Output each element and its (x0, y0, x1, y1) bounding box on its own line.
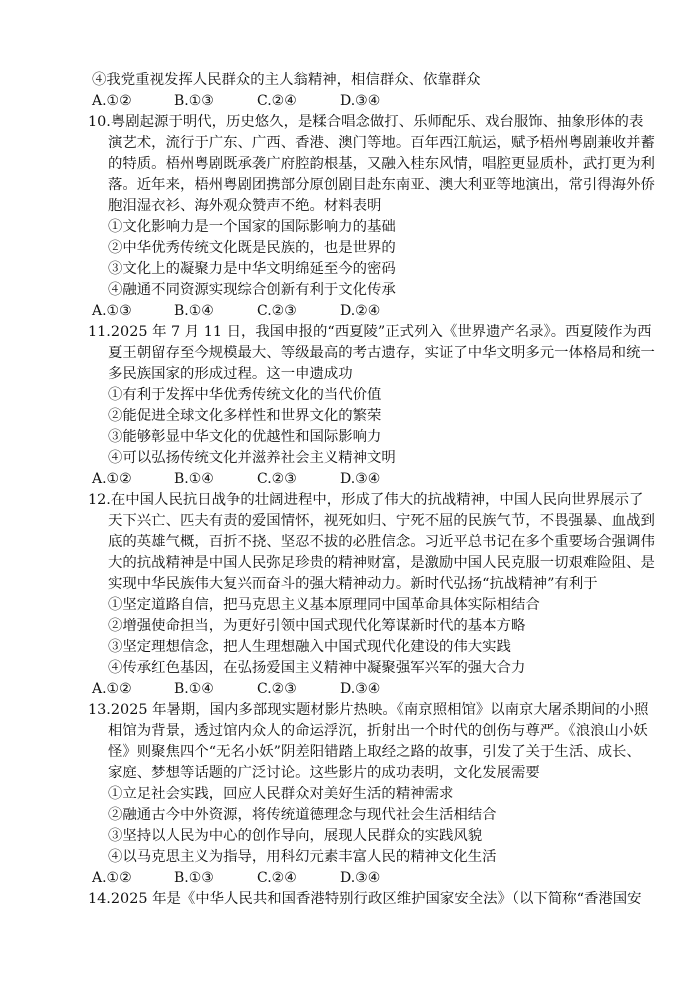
answer-a: A.①② (92, 870, 132, 886)
question-text-line: 10.粤剧起源于明代，历史悠久，是糅合唱念做打、乐师配乐、戏台服饰、抽象形体的表 (88, 114, 644, 130)
option-line: ①坚定道路自信，把马克思主义基本原理同中国革命具体实际相结合 (108, 597, 540, 613)
option-line: ③能够彰显中华文化的优越性和国际影响力 (108, 429, 382, 445)
answer-b: B.①③ (174, 93, 214, 109)
answer-b: B.①④ (174, 471, 214, 487)
answer-d: D.③④ (340, 870, 381, 886)
question-text-line: 多民族国家的形成过程。这一申遗成功 (108, 366, 353, 382)
answer-a: A.①② (92, 471, 132, 487)
answer-b: B.①④ (174, 303, 214, 319)
answer-c: C.②④ (257, 93, 297, 109)
answer-b: B.①④ (174, 681, 214, 697)
option-line: ②中华优秀传统文化既是民族的，也是世界的 (108, 240, 396, 256)
answer-a: A.①② (92, 93, 132, 109)
answer-c: C.②③ (257, 303, 297, 319)
answer-choices (0, 301, 695, 322)
answer-d: D.③④ (340, 93, 381, 109)
question-text-line: 13.2025 年暑期，国内多部现实题材影片热映。《南京照相馆》以南京大屠杀期间的小照 (88, 702, 649, 718)
answer-d: D.②④ (340, 303, 381, 319)
question-text-line: 的特质。梧州粤剧既承袭广府腔韵根基，又融入桂东风情，唱腔更显质朴，武打更为利 (108, 156, 655, 172)
answer-choices (0, 469, 695, 490)
question-text-line: 12.在中国人民抗日战争的壮阔进程中，形成了伟大的抗战精神，中国人民向世界展示了 (88, 492, 644, 508)
question-text-line: 天下兴亡、匹夫有责的爱国情怀，视死如归、宁死不屈的民族气节，不畏强暴、血战到 (108, 513, 655, 529)
option-line: ②融通古今中外资源，将传统道德理念与现代社会生活相结合 (108, 807, 497, 823)
option-line: ②能促进全球文化多样性和世界文化的繁荣 (108, 408, 382, 424)
exam-page (0, 70, 695, 910)
question-text-line: 底的英雄气概，百折不挠、坚忍不拔的必胜信念。习近平总书记在多个重要场合强调伟 (108, 534, 655, 550)
answer-choices (0, 868, 695, 889)
question-11 (0, 322, 695, 490)
question-text-line: 14.2025 年是《中华人民共和国香港特别行政区维护国家安全法》（以下简称“香港国安 (88, 891, 642, 907)
option-line: ②增强使命担当，为更好引领中国式现代化筹谋新时代的基本方略 (108, 618, 526, 634)
question-text-line: 实现中华民族伟大复兴而奋斗的强大精神动力。新时代弘扬“抗战精神”有利于 (108, 576, 598, 592)
question-9-tail (0, 70, 695, 112)
option-line: ④传承红色基因，在弘扬爱国主义精神中凝聚强军兴军的强大合力 (108, 660, 526, 676)
option-line: ③文化上的凝聚力是中华文明绵延至今的密码 (108, 261, 396, 277)
answer-a: A.①② (92, 681, 132, 697)
question-text-line: 11.2025 年 7 月 11 日，我国申报的“西夏陵”正式列入《世界遗产名录》。西夏陵作为西 (88, 324, 652, 340)
question-10 (0, 112, 695, 322)
question-14 (0, 889, 695, 910)
option-line: ③坚持以人民为中心的创作导向，展现人民群众的实践风貌 (108, 828, 483, 844)
answer-c: C.②④ (257, 870, 297, 886)
option-line: ①文化影响力是一个国家的国际影响力的基础 (108, 219, 396, 235)
answer-c: C.②③ (257, 471, 297, 487)
question-text-line: 家庭、梦想等话题的广泛讨论。这些影片的成功表明，文化发展需要 (108, 765, 540, 781)
option-line: ④融通不同资源实现综合创新有利于文化传承 (108, 282, 396, 298)
answer-choices (0, 679, 695, 700)
answer-a: A.①③ (92, 303, 132, 319)
option-line: ③坚定理想信念，把人生理想融入中国式现代化建设的伟大实践 (108, 639, 511, 655)
answer-d: D.③④ (340, 471, 381, 487)
question-text-line: 夏王朝留存至今规模最大、等级最高的考古遗存，实证了中华文明多元一体格局和统一 (108, 345, 655, 361)
question-12 (0, 490, 695, 700)
answer-c: C.②③ (257, 681, 297, 697)
question-text-line: 怪》则聚焦四个“无名小妖”阴差阳错踏上取经之路的故事，引发了关于生活、成长、 (108, 744, 641, 760)
answer-d: D.③④ (340, 681, 381, 697)
option-line: ④可以弘扬传统文化并滋养社会主义精神文明 (108, 450, 396, 466)
option-line: ①有利于发挥中华优秀传统文化的当代价值 (108, 387, 382, 403)
option-line: ④我党重视发挥人民群众的主人翁精神，相信群众、依靠群众 (92, 72, 481, 88)
question-text-line: 胞泪湿衣衫、海外观众赞声不绝。材料表明 (108, 198, 382, 214)
option-line: ①立足社会实践，回应人民群众对美好生活的精神需求 (108, 786, 454, 802)
answer-b: B.①③ (174, 870, 214, 886)
question-text-line: 大的抗战精神是中国人民弥足珍贵的精神财富，是激励中国人民克服一切艰难险阻、是 (108, 555, 655, 571)
question-text-line: 演艺术，流行于广东、广西、香港、澳门等地。百年西江航运，赋予梧州粤剧兼收并蓄 (108, 135, 655, 151)
question-13 (0, 700, 695, 889)
answer-choices (0, 91, 695, 112)
question-text-line: 相馆为背景，透过馆内众人的命运浮沉，折射出一个时代的创伤与尊严。《浪浪山小妖 (108, 723, 648, 739)
option-line: ④以马克思主义为指导，用科幻元素丰富人民的精神文化生活 (108, 849, 497, 865)
question-text-line: 落。近年来，梧州粤剧团携部分原创剧目赴东南亚、澳大利亚等地演出，常引得海外侨 (108, 177, 655, 193)
